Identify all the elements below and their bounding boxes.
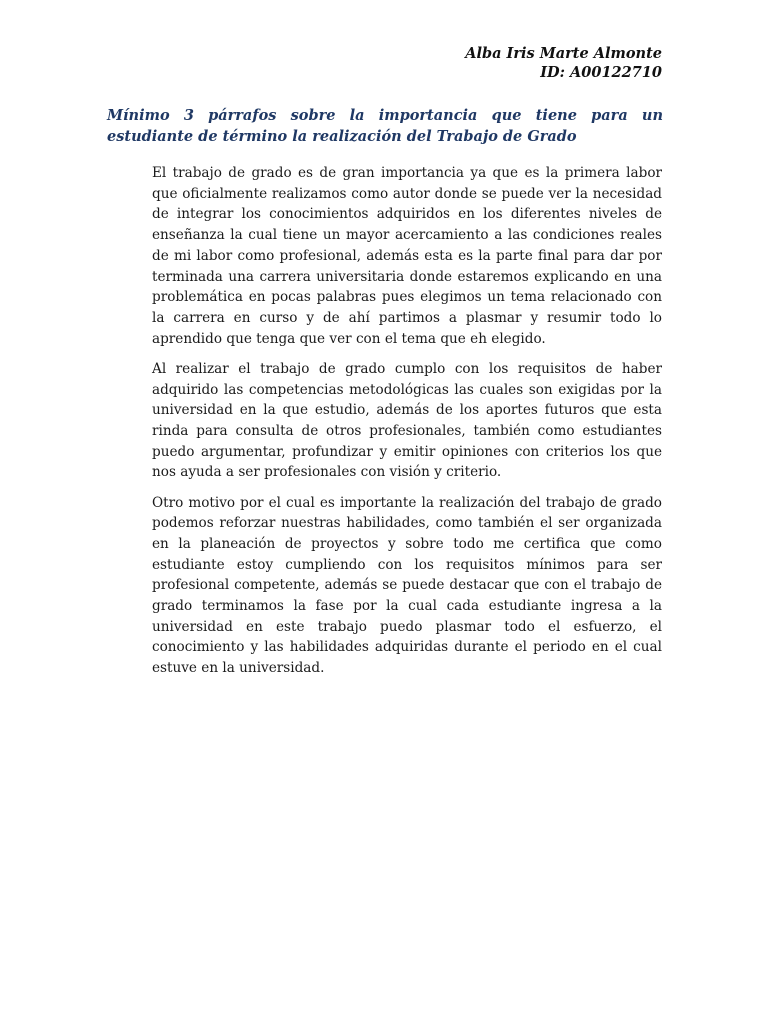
paragraph-2: Al realizar el trabajo de grado cumplo con los requisitos de haber adquirido las competencias metodológicas las cuales son exigidas por la universidad en la que estudio, además de los aportes futuros que esta rinda para consulta de otros profesionales, también como estudiantes puedo argumentar, profundizar y emitir opiniones con criterios los que nos ayuda a ser profesionales con visión y criterio. — [152, 360, 662, 481]
author-name: Alba Iris Marte Almonte — [465, 45, 662, 62]
author-id: ID: A00122710 — [540, 64, 662, 81]
document-body — [152, 163, 662, 688]
author-block — [465, 44, 662, 82]
document-heading: Mínimo 3 párrafos sobre la importancia que tiene para un estudiante de término la realización del Trabajo de Grado — [107, 107, 663, 145]
paragraph-3: Otro motivo por el cual es importante la realización del trabajo de grado podemos reforzar nuestras habilidades, como también el ser organizada en la planeación de proyectos y sobre todo me certifica que como estudiante estoy cumpliendo con los requisitos mínimos para ser profesional competente, además se puede destacar que con el trabajo de grado terminamos la fase por la cual cada estudiante ingresa a la universidad en este trabajo puedo plasmar todo el esfuerzo, el conocimiento y las habilidades adquiridas durante el periodo en el cual estuve en la universidad. — [152, 494, 662, 677]
paragraph-1: El trabajo de grado es de gran importancia ya que es la primera labor que oficialmente realizamos como autor donde se puede ver la necesidad de integrar los conocimientos adquiridos en los diferentes niveles de enseñanza la cual tiene un mayor acercamiento a las condiciones reales de mi labor como profesional, además esta es la parte final para dar por terminada una carrera universitaria donde estaremos explicando en una problemática en pocas palabras pues elegimos un tema relacionado con la carrera en curso y de ahí partimos a plasmar y resumir todo lo aprendido que tenga que ver con el tema que eh elegido. — [152, 165, 662, 347]
